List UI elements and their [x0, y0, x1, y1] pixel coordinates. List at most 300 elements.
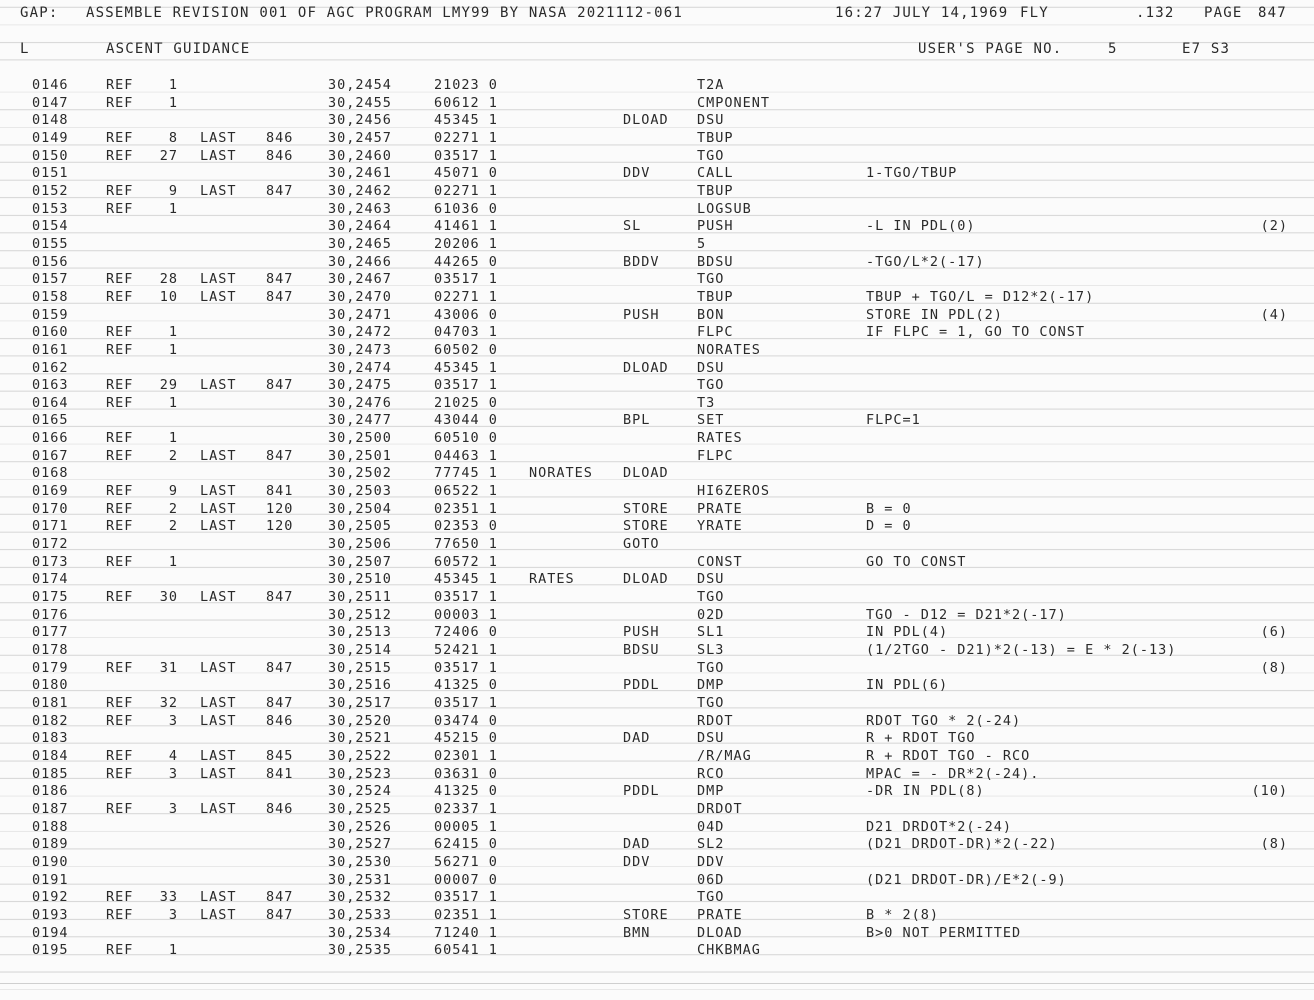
comment: IN PDL(4)	[866, 624, 949, 641]
octal-word: 52421 1	[434, 642, 498, 658]
ref-marker: REF	[106, 906, 134, 923]
last-marker: LAST	[200, 694, 237, 711]
ref-count: 1	[168, 553, 178, 570]
octal-word: 03517 1	[434, 694, 498, 711]
octal-word: 03517 1	[434, 147, 498, 164]
address: 30,2501	[328, 447, 392, 464]
line-number: 0194	[32, 924, 69, 941]
octal-word: 03517 1	[434, 377, 498, 394]
operand: DSU	[697, 112, 725, 129]
table-row	[0, 677, 1314, 695]
operand: RATES	[697, 430, 743, 447]
octal-word: 03517 1	[434, 589, 498, 606]
line-number: 0156	[32, 253, 69, 270]
operand: DLOAD	[697, 924, 743, 941]
ref-marker: REF	[106, 447, 134, 464]
table-row	[0, 501, 1314, 519]
octal-word: 00007 0	[434, 871, 498, 888]
octal-word: 41461 1	[434, 218, 498, 235]
octal-word: 20206 1	[434, 235, 498, 252]
table-row	[0, 695, 1314, 713]
operand: TGO	[697, 889, 725, 906]
opcode: SL	[623, 218, 642, 235]
last-marker: LAST	[200, 129, 237, 146]
line-number: 0159	[32, 306, 69, 323]
last-page: 120	[266, 500, 294, 517]
address: 30,2502	[328, 465, 392, 482]
line-number: 0189	[32, 836, 69, 853]
ref-marker: REF	[106, 800, 134, 817]
octal-word: 03631 0	[434, 765, 498, 782]
operand: PRATE	[697, 500, 743, 517]
operand: 5	[697, 235, 707, 252]
table-row	[0, 112, 1314, 130]
address: 30,2535	[328, 942, 392, 959]
last-page: 120	[266, 518, 294, 535]
opcode: BMN	[623, 924, 651, 941]
last-page: 847	[266, 288, 294, 305]
octal-word: 03517 1	[434, 889, 498, 906]
octal-word: 41325 0	[434, 783, 498, 800]
page-number: 847	[1258, 5, 1287, 21]
address: 30,2474	[328, 359, 392, 376]
line-number: 0171	[32, 518, 69, 535]
address: 30,2455	[328, 94, 392, 111]
address: 30,2476	[328, 394, 392, 411]
table-row	[0, 218, 1314, 236]
octal-word: 02337 1	[434, 800, 498, 817]
table-row	[0, 889, 1314, 907]
address: 30,2517	[328, 694, 392, 711]
operand: FLPC	[697, 447, 734, 464]
operand: TBUP	[697, 288, 734, 305]
octal-word: 45215 0	[434, 730, 498, 747]
address: 30,2460	[328, 147, 392, 164]
operand: TGO	[697, 147, 725, 164]
operand: SL3	[697, 642, 725, 658]
address: 30,2515	[328, 659, 392, 676]
operand: DSU	[697, 571, 725, 588]
gap-label: GAP:	[20, 5, 59, 21]
line-number: 0184	[32, 747, 69, 764]
table-row	[0, 554, 1314, 572]
last-page: 846	[266, 129, 294, 146]
last-marker: LAST	[200, 288, 237, 305]
ref-marker: REF	[106, 589, 134, 606]
last-page: 841	[266, 483, 294, 500]
comment: D = 0	[866, 518, 912, 535]
pushdown-note: (8)	[1260, 659, 1288, 676]
operand: RCO	[697, 765, 725, 782]
line-number: 0148	[32, 112, 69, 129]
ref-count: 1	[168, 200, 178, 217]
comment: STORE IN PDL(2)	[866, 306, 1003, 323]
octal-word: 02351 1	[434, 906, 498, 923]
octal-word: 02271 1	[434, 182, 498, 199]
opcode: DLOAD	[623, 571, 669, 588]
operand: DSU	[697, 359, 725, 376]
line-number: 0173	[32, 553, 69, 570]
line-number: 0172	[32, 536, 69, 553]
address: 30,2473	[328, 341, 392, 358]
comment: -L IN PDL(0)	[866, 218, 976, 235]
ref-marker: REF	[106, 942, 134, 959]
ref-count: 2	[168, 500, 178, 517]
table-row	[0, 183, 1314, 201]
last-page: 847	[266, 447, 294, 464]
users-page-number: 5	[1108, 41, 1118, 57]
line-number: 0154	[32, 218, 69, 235]
line-number: 0163	[32, 377, 69, 394]
ref-count: 9	[168, 483, 178, 500]
operand: CONST	[697, 553, 743, 570]
last-marker: LAST	[200, 483, 237, 500]
address: 30,2533	[328, 906, 392, 923]
ref-marker: REF	[106, 747, 134, 764]
address: 30,2503	[328, 483, 392, 500]
octal-word: 45345 1	[434, 571, 498, 588]
operand: TGO	[697, 271, 725, 288]
table-row	[0, 748, 1314, 766]
comment: B = 0	[866, 500, 912, 517]
ref-count: 29	[159, 377, 178, 394]
last-page: 846	[266, 147, 294, 164]
address: 30,2475	[328, 377, 392, 394]
table-row	[0, 377, 1314, 395]
table-row	[0, 518, 1314, 536]
address: 30,2464	[328, 218, 392, 235]
line-number: 0157	[32, 271, 69, 288]
octal-word: 04703 1	[434, 324, 498, 341]
octal-word: 60541 1	[434, 942, 498, 959]
address: 30,2516	[328, 677, 392, 694]
address: 30,2505	[328, 518, 392, 535]
address: 30,2510	[328, 571, 392, 588]
opcode: GOTO	[623, 536, 660, 553]
comment: (1/2TGO - D21)*2(-13) = E * 2(-13)	[866, 642, 1177, 658]
symbol-label: RATES	[529, 571, 575, 588]
page-header	[20, 5, 1300, 25]
octal-word: 03474 0	[434, 712, 498, 729]
ref-marker: REF	[106, 200, 134, 217]
operand: SET	[697, 412, 725, 429]
octal-word: 61036 0	[434, 200, 498, 217]
table-row	[0, 130, 1314, 148]
operand: CMPONENT	[697, 94, 771, 111]
octal-word: 60510 0	[434, 430, 498, 447]
operand: SL1	[697, 624, 725, 641]
ref-count: 1	[168, 324, 178, 341]
table-row	[0, 342, 1314, 360]
opcode: DAD	[623, 730, 651, 747]
line-number: 0174	[32, 571, 69, 588]
ref-marker: REF	[106, 271, 134, 288]
table-row	[0, 324, 1314, 342]
line-number: 0186	[32, 783, 69, 800]
comment: -DR IN PDL(8)	[866, 783, 985, 800]
octal-word: 21025 0	[434, 394, 498, 411]
ref-count: 1	[168, 94, 178, 111]
address: 30,2471	[328, 306, 392, 323]
address: 30,2504	[328, 500, 392, 517]
last-marker: LAST	[200, 712, 237, 729]
table-row	[0, 925, 1314, 943]
last-page: 847	[266, 659, 294, 676]
header-number: .132	[1136, 5, 1175, 21]
ref-count: 2	[168, 518, 178, 535]
operand: T2A	[697, 77, 725, 93]
last-marker: LAST	[200, 271, 237, 288]
octal-word: 77745 1	[434, 465, 498, 482]
operand: LOGSUB	[697, 200, 752, 217]
octal-word: 41325 0	[434, 677, 498, 694]
last-marker: LAST	[200, 147, 237, 164]
octal-word: 45345 1	[434, 112, 498, 129]
operand: DSU	[697, 730, 725, 747]
table-row	[0, 448, 1314, 466]
address: 30,2463	[328, 200, 392, 217]
line-number: 0179	[32, 659, 69, 676]
comment: MPAC = - DR*2(-24).	[866, 765, 1040, 782]
table-row	[0, 201, 1314, 219]
line-number: 0165	[32, 412, 69, 429]
ref-count: 31	[159, 659, 178, 676]
line-number: 0168	[32, 465, 69, 482]
opcode: DLOAD	[623, 465, 669, 482]
ref-marker: REF	[106, 288, 134, 305]
comment: FLPC=1	[866, 412, 921, 429]
table-row	[0, 236, 1314, 254]
line-number: 0149	[32, 129, 69, 146]
line-number: 0191	[32, 871, 69, 888]
ref-count: 27	[159, 147, 178, 164]
line-number: 0170	[32, 500, 69, 517]
address: 30,2514	[328, 642, 392, 658]
last-page: 841	[266, 765, 294, 782]
octal-word: 02271 1	[434, 288, 498, 305]
address: 30,2466	[328, 253, 392, 270]
last-page: 847	[266, 377, 294, 394]
bottom-rule	[0, 983, 1314, 984]
log-label: L	[20, 41, 30, 57]
ref-count: 3	[168, 800, 178, 817]
last-marker: LAST	[200, 182, 237, 199]
last-marker: LAST	[200, 518, 237, 535]
line-number: 0192	[32, 889, 69, 906]
line-number: 0158	[32, 288, 69, 305]
octal-word: 60502 0	[434, 341, 498, 358]
operand: SL2	[697, 836, 725, 853]
line-number: 0183	[32, 730, 69, 747]
address: 30,2524	[328, 783, 392, 800]
last-page: 846	[266, 712, 294, 729]
operand: CALL	[697, 165, 734, 182]
line-number: 0150	[32, 147, 69, 164]
octal-word: 06522 1	[434, 483, 498, 500]
opcode: STORE	[623, 518, 669, 535]
comment: -TGO/L*2(-17)	[866, 253, 985, 270]
table-row	[0, 289, 1314, 307]
last-marker: LAST	[200, 659, 237, 676]
section-title: ASCENT GUIDANCE	[106, 41, 251, 57]
octal-word: 03517 1	[434, 659, 498, 676]
ref-marker: REF	[106, 341, 134, 358]
line-number: 0147	[32, 94, 69, 111]
opcode: PDDL	[623, 677, 660, 694]
pushdown-note: (4)	[1260, 306, 1288, 323]
octal-word: 77650 1	[434, 536, 498, 553]
line-number: 0164	[32, 394, 69, 411]
ref-count: 1	[168, 341, 178, 358]
ref-marker: REF	[106, 182, 134, 199]
ref-marker: REF	[106, 324, 134, 341]
operand: /R/MAG	[697, 747, 752, 764]
last-marker: LAST	[200, 377, 237, 394]
operand: DMP	[697, 677, 725, 694]
line-number: 0182	[32, 712, 69, 729]
operand: PRATE	[697, 906, 743, 923]
comment: TBUP + TGO/L = D12*2(-17)	[866, 288, 1095, 305]
line-number: 0176	[32, 606, 69, 623]
table-row	[0, 942, 1314, 960]
comment: (D21 DRDOT-DR)/E*2(-9)	[866, 871, 1067, 888]
ref-marker: REF	[106, 483, 134, 500]
table-row	[0, 801, 1314, 819]
table-row	[0, 271, 1314, 289]
table-row	[0, 571, 1314, 589]
table-row	[0, 430, 1314, 448]
octal-word: 43044 0	[434, 412, 498, 429]
address: 30,2472	[328, 324, 392, 341]
octal-word: 03517 1	[434, 271, 498, 288]
line-number: 0169	[32, 483, 69, 500]
pushdown-note: (2)	[1260, 218, 1288, 235]
octal-word: 45345 1	[434, 359, 498, 376]
ref-count: 1	[168, 77, 178, 93]
operand: T3	[697, 394, 716, 411]
table-row	[0, 872, 1314, 890]
octal-word: 02351 1	[434, 500, 498, 517]
operand: PUSH	[697, 218, 734, 235]
fly-label: FLY	[1020, 5, 1049, 21]
line-number: 0151	[32, 165, 69, 182]
operand: NORATES	[697, 341, 761, 358]
operand: 02D	[697, 606, 725, 623]
octal-word: 72406 0	[434, 624, 498, 641]
ref-count: 1	[168, 394, 178, 411]
address: 30,2507	[328, 553, 392, 570]
line-number: 0177	[32, 624, 69, 641]
table-row	[0, 783, 1314, 801]
opcode: STORE	[623, 500, 669, 517]
comment: (D21 DRDOT-DR)*2(-22)	[866, 836, 1058, 853]
revision-code: E7 S3	[1182, 41, 1231, 57]
address: 30,2512	[328, 606, 392, 623]
comment: TGO - D12 = D21*2(-17)	[866, 606, 1067, 623]
address: 30,2513	[328, 624, 392, 641]
line-number: 0195	[32, 942, 69, 959]
last-page: 847	[266, 182, 294, 199]
address: 30,2521	[328, 730, 392, 747]
address: 30,2526	[328, 818, 392, 835]
table-row	[0, 95, 1314, 113]
last-page: 845	[266, 747, 294, 764]
ref-count: 3	[168, 765, 178, 782]
comment: 1-TGO/TBUP	[866, 165, 958, 182]
ref-count: 8	[168, 129, 178, 146]
ref-count: 32	[159, 694, 178, 711]
octal-word: 45071 0	[434, 165, 498, 182]
address: 30,2522	[328, 747, 392, 764]
operand: TGO	[697, 659, 725, 676]
ref-marker: REF	[106, 500, 134, 517]
ref-count: 1	[168, 430, 178, 447]
line-number: 0185	[32, 765, 69, 782]
comment: GO TO CONST	[866, 553, 967, 570]
line-number: 0160	[32, 324, 69, 341]
ref-count: 4	[168, 747, 178, 764]
opcode: DLOAD	[623, 112, 669, 129]
table-row	[0, 713, 1314, 731]
address: 30,2500	[328, 430, 392, 447]
table-row	[0, 730, 1314, 748]
address: 30,2534	[328, 924, 392, 941]
address: 30,2461	[328, 165, 392, 182]
comment: D21 DRDOT*2(-24)	[866, 818, 1013, 835]
ref-count: 30	[159, 589, 178, 606]
ref-marker: REF	[106, 147, 134, 164]
operand: DDV	[697, 853, 725, 870]
table-row	[0, 907, 1314, 925]
ref-marker: REF	[106, 518, 134, 535]
operand: FLPC	[697, 324, 734, 341]
ref-count: 10	[159, 288, 178, 305]
operand: DMP	[697, 783, 725, 800]
octal-word: 02301 1	[434, 747, 498, 764]
operand: YRATE	[697, 518, 743, 535]
symbol-label: NORATES	[529, 465, 593, 482]
listing-rows	[0, 77, 1314, 960]
operand: TGO	[697, 377, 725, 394]
address: 30,2532	[328, 889, 392, 906]
comment: R + RDOT TGO - RCO	[866, 747, 1031, 764]
opcode: STORE	[623, 906, 669, 923]
line-number: 0155	[32, 235, 69, 252]
octal-word: 71240 1	[434, 924, 498, 941]
octal-word: 43006 0	[434, 306, 498, 323]
address: 30,2531	[328, 871, 392, 888]
users-page-label: USER'S PAGE NO.	[918, 41, 1063, 57]
opcode: BPL	[623, 412, 651, 429]
address: 30,2462	[328, 182, 392, 199]
last-page: 847	[266, 589, 294, 606]
line-number: 0146	[32, 77, 69, 93]
last-marker: LAST	[200, 747, 237, 764]
last-marker: LAST	[200, 447, 237, 464]
last-page: 846	[266, 800, 294, 817]
line-number: 0181	[32, 694, 69, 711]
table-row	[0, 395, 1314, 413]
comment: B>0 NOT PERMITTED	[866, 924, 1022, 941]
opcode: DAD	[623, 836, 651, 853]
ref-marker: REF	[106, 765, 134, 782]
last-page: 847	[266, 271, 294, 288]
operand: TBUP	[697, 129, 734, 146]
table-row	[0, 836, 1314, 854]
operand: BON	[697, 306, 725, 323]
table-row	[0, 854, 1314, 872]
opcode: PUSH	[623, 624, 660, 641]
